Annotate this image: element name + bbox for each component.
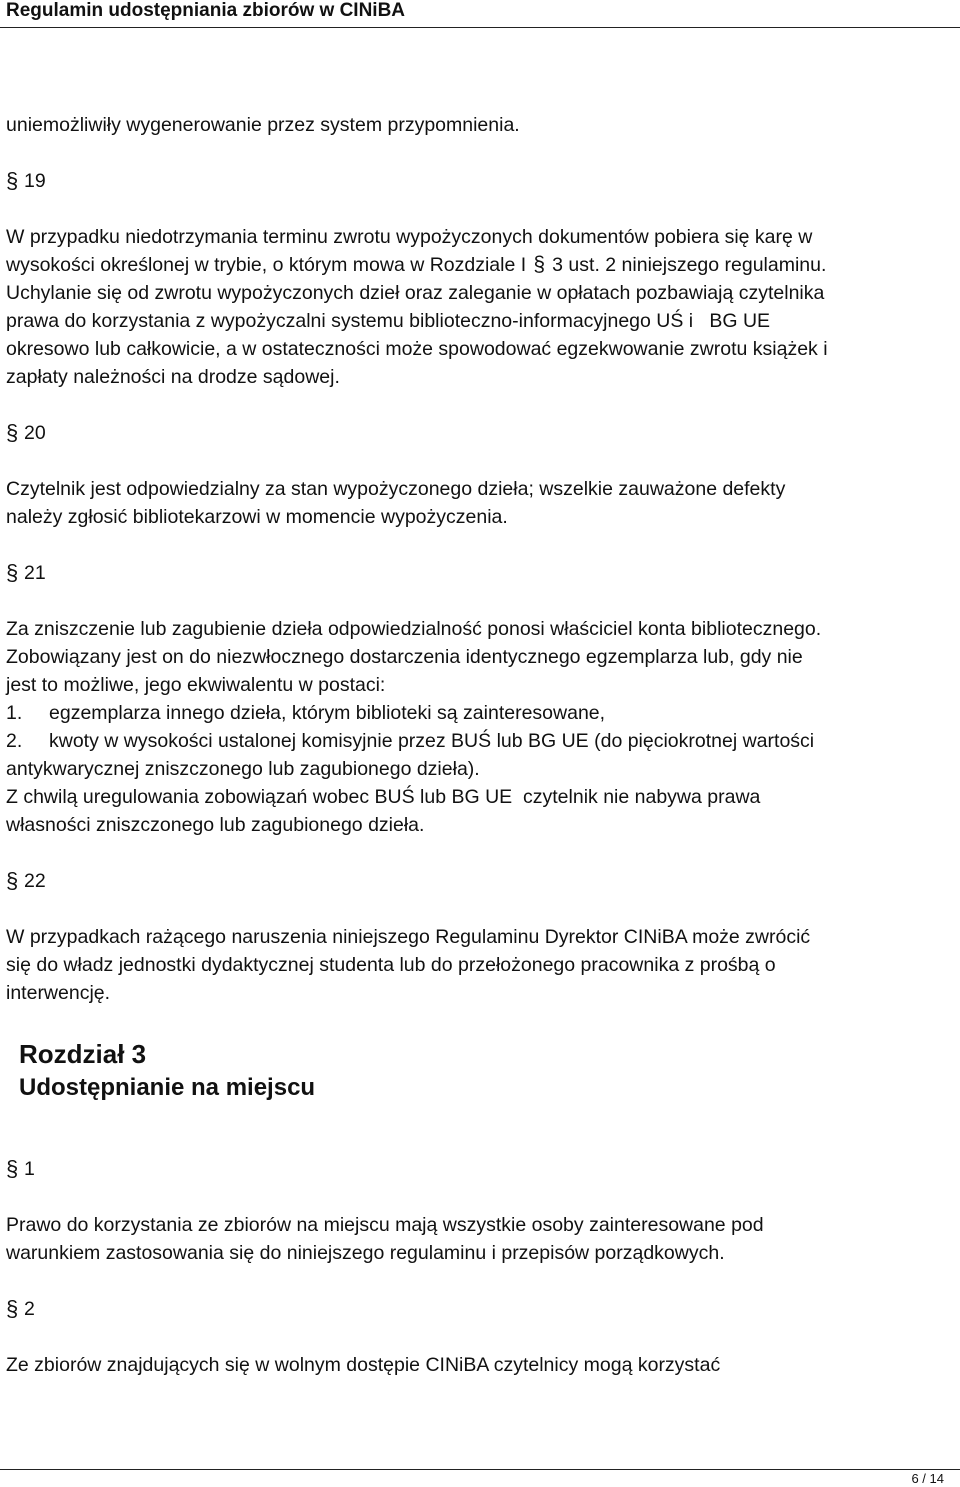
paragraph-text-line: Z chwilą uregulowania zobowiązań wobec BUŚ lub BG UE czytelnik nie nabywa prawa — [6, 786, 761, 808]
paragraph-text-line: Uchylanie się od zwrotu wypożyczonych dzieł oraz zaleganie w opłatach pozbawiają czytelnika — [6, 282, 825, 304]
section-sign-icon: § — [6, 168, 19, 193]
paragraph-text-line: Prawo do korzystania ze zbiorów na miejscu mają wszystkie osoby zainteresowane pod — [6, 1214, 764, 1236]
paragraph-number: 22 — [24, 870, 46, 892]
chapter-number: Rozdział 3 — [19, 1039, 147, 1069]
section-sign-icon: § — [6, 868, 19, 893]
paragraph-text-line: Zobowiązany jest on do niezwłocznego dostarczenia identycznego egzemplarza lub, gdy nie — [6, 646, 803, 668]
paragraph-text-line: W przypadkach rażącego naruszenia niniejszego Regulaminu Dyrektor CINiBA może zwrócić — [6, 926, 811, 948]
paragraph-text-line: własności zniszczonego lub zagubionego dzieła. — [6, 814, 425, 836]
paragraph-text-line: się do władz jednostki dydaktycznej studenta lub do przełożonego pracownika z prośbą o — [6, 954, 776, 976]
paragraph-heading-21 — [6, 559, 956, 587]
section-sign-icon: § — [6, 1296, 19, 1321]
paragraph-heading-1 — [6, 1155, 956, 1183]
paragraph-text-line: należy zgłosić bibliotekarzowi w momencie wypożyczenia. — [6, 506, 508, 528]
paragraph-heading-22 — [6, 867, 956, 895]
paragraph-text-line: Ze zbiorów znajdujących się w wolnym dostępie CINiBA czytelnicy mogą korzystać — [6, 1354, 721, 1376]
paragraph-number: 20 — [24, 422, 46, 444]
chapter-title: Udostępnianie na miejscu — [19, 1074, 316, 1101]
paragraph-number: 19 — [24, 170, 46, 192]
paragraph-text-line: Za zniszczenie lub zagubienie dzieła odpowiedzialność ponosi właściciel konta bibliotecznego. — [6, 618, 822, 640]
section-sign-icon: § — [533, 253, 546, 276]
paragraph-text-line: okresowo lub całkowicie, a w ostateczności może spowodować egzekwowanie zwrotu książek i — [6, 338, 828, 360]
document-header-title: Regulamin udostępniania zbiorów w CINiBA — [6, 0, 406, 21]
section-sign-icon: § — [6, 560, 19, 585]
section-sign-icon: § — [6, 420, 19, 445]
page-number: 6 / 14 — [911, 1471, 944, 1486]
paragraph-text-line: zapłaty należności na drodze sądowej. — [6, 366, 340, 388]
paragraph-heading-19 — [6, 167, 956, 195]
paragraph-heading-2 — [6, 1295, 956, 1323]
paragraph-text-line: warunkiem zastosowania się do niniejszego regulaminu i przepisów porządkowych. — [6, 1242, 725, 1264]
paragraph-text-line: Czytelnik jest odpowiedzialny za stan wypożyczonego dzieła; wszelkie zauważone defekty — [6, 478, 786, 500]
paragraph-text-line: jest to możliwe, jego ekwiwalentu w postaci: — [6, 674, 386, 696]
section-sign-icon: § — [6, 1156, 19, 1181]
chapter-heading — [19, 1037, 956, 1105]
paragraph-text-line: W przypadku niedotrzymania terminu zwrotu wypożyczonych dokumentów pobiera się karę w — [6, 226, 813, 248]
list-item: 2. kwoty w wysokości ustalonej komisyjnie przez BUŚ lub BG UE (do pięciokrotnej wartości — [6, 730, 815, 752]
list-item: 1. egzemplarza innego dzieła, którym biblioteki są zainteresowane, — [6, 702, 606, 724]
paragraph-text-line: prawa do korzystania z wypożyczalni systemu biblioteczno-informacyjnego UŚ i BG UE — [6, 310, 771, 332]
header-divider — [0, 27, 960, 28]
paragraph-number: 1 — [24, 1158, 35, 1180]
paragraph-text-line: interwencję. — [6, 982, 111, 1004]
paragraph-heading-20 — [6, 419, 956, 447]
document-body — [6, 111, 956, 1379]
carryover-text: uniemożliwiły wygenerowanie przez system przypomnienia. — [6, 114, 520, 136]
paragraph-number: 2 — [24, 1298, 35, 1320]
paragraph-text-line: antykwarycznej zniszczonego lub zagubionego dzieła). — [6, 758, 480, 780]
footer-divider — [0, 1469, 960, 1470]
paragraph-number: 21 — [24, 562, 46, 584]
paragraph-text-line: wysokości określonej w trybie, o którym mowa w Rozdziale I § 3 ust. 2 niniejszego regulaminu. — [6, 251, 956, 279]
